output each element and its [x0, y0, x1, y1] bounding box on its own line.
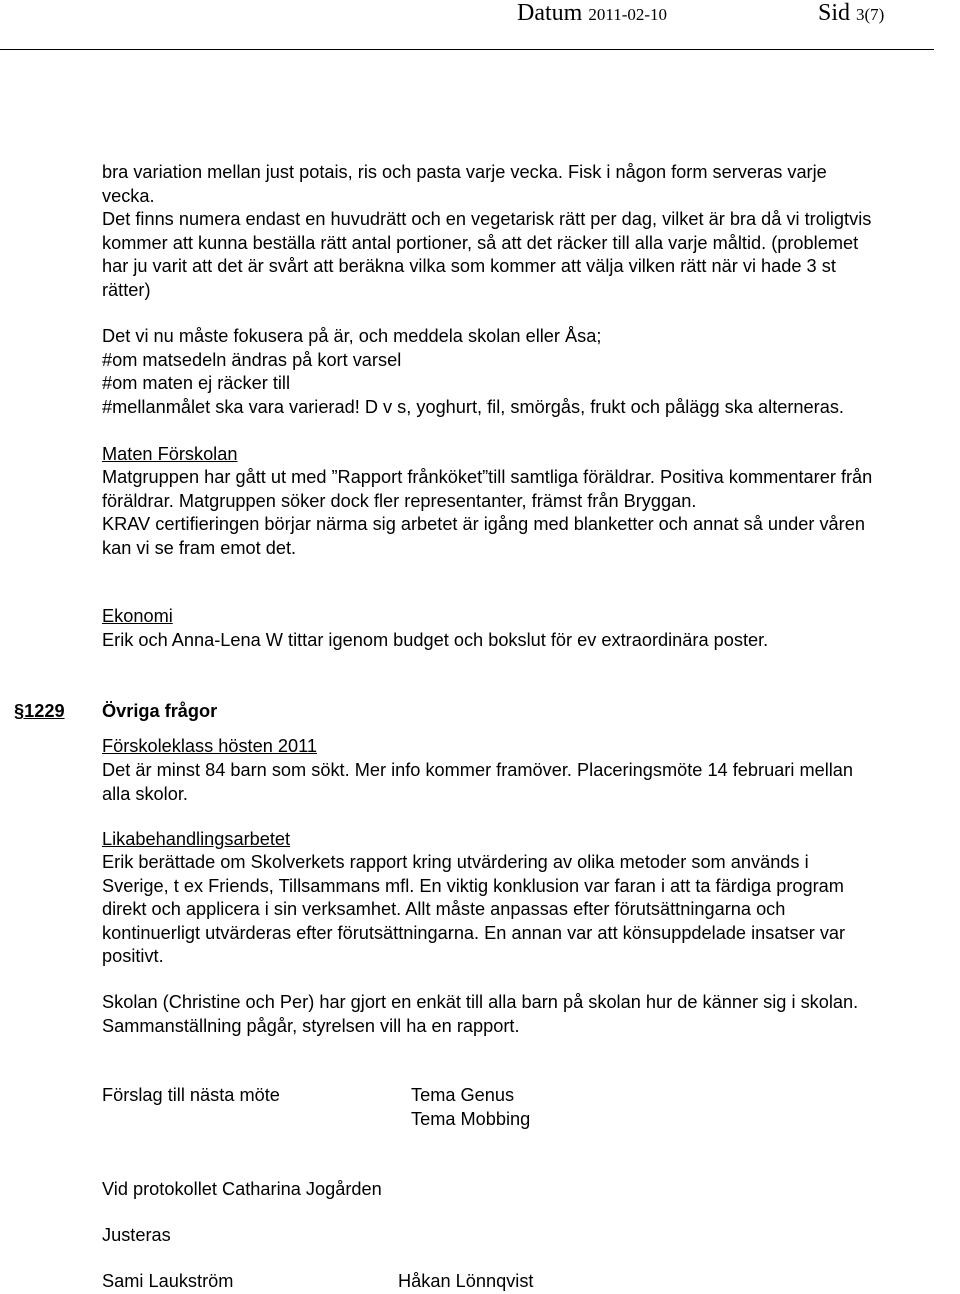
datum-label: Datum: [517, 0, 583, 26]
paragraph-maten: Matgruppen har gått ut med ”Rapport frånköket”till samtliga föräldrar. Positiva kommentarer från föräldrar. Matgruppen söker dock fler representanter, främst från Bryggan. KRAV certifieringen börjar närma sig arbetet är igång med blanketter och annat så under våren kan vi se fram emot det.: [102, 467, 873, 558]
tema-genus: Tema Genus: [411, 1085, 515, 1105]
heading-ekonomi: Ekonomi: [102, 606, 173, 626]
heading-likabehandling: Likabehandlingsarbetet: [102, 829, 291, 849]
section-title: Övriga frågor: [102, 701, 218, 721]
justeras-label: Justeras: [102, 1225, 171, 1245]
paragraph-meals: bra variation mellan just potais, ris och pasta varje vecka. Fisk i någon form serveras varje vecka. Det finns numera endast en huvudrätt och en vegetarisk rätt per dag, vilket är bra då vi troligtvis kommer att kunna beställa rätt antal portioner, så att det räcker till alla varje måltid. (problemet har ju varit att det är svårt att beräkna vilka som kommer att välja vilken rätt när vi hade 3 st rätter): [102, 162, 872, 300]
header-date: [517, 0, 667, 27]
heading-maten-forskolan: Maten Förskolan: [102, 444, 238, 464]
page-header: [0, 0, 960, 50]
page-value: 3(7): [856, 5, 885, 24]
sid-label: Sid: [818, 0, 851, 26]
section-number: §1229: [14, 701, 65, 721]
paragraph-forskoleklass: Det är minst 84 barn som sökt. Mer info kommer framöver. Placeringsmöte 14 februari mellan alla skolor.: [102, 760, 854, 804]
signer-2: Håkan Lönnqvist: [398, 1271, 534, 1291]
signer-1: Sami Laukström: [102, 1271, 234, 1291]
paragraph-skolan: Skolan (Christine och Per) har gjort en enkät till alla barn på skolan hur de känner sig i skolan. Sammanställning pågår, styrelsen vill ha en rapport.: [102, 992, 859, 1036]
forslag-label: Förslag till nästa möte: [102, 1085, 280, 1105]
header-page-number: [818, 0, 884, 27]
paragraph-focus-list: Det vi nu måste fokusera på är, och meddela skolan eller Åsa; #om matsedeln ändras på kort varsel #om maten ej räcker till #mellanmålet ska vara varierad! D v s, yoghurt, fil, smörgås, frukt och pålägg ska alterneras.: [102, 326, 844, 417]
heading-forskoleklass: Förskoleklass hösten 2011: [102, 736, 317, 756]
paragraph-likabehandling: Erik berättade om Skolverkets rapport kring utvärdering av olika metoder som används i Sverige, t ex Friends, Tillsammans mfl. En viktig konklusion var faran i att ta färdiga program direkt och applicera i sin verksamhet. Allt måste anpassas efter förutsättningarna och kontinuerligt utvärderas efter förutsättningarna. En annan var att könsuppdelade insatser var positivt.: [102, 852, 846, 966]
tema-mobbing: Tema Mobbing: [411, 1109, 531, 1129]
date-value: 2011-02-10: [588, 5, 668, 24]
paragraph-ekonomi: Erik och Anna-Lena W tittar igenom budget och bokslut för ev extraordinära poster.: [102, 630, 769, 650]
header-divider: [0, 49, 934, 50]
protokoll-line: Vid protokollet Catharina Jogården: [102, 1179, 382, 1199]
